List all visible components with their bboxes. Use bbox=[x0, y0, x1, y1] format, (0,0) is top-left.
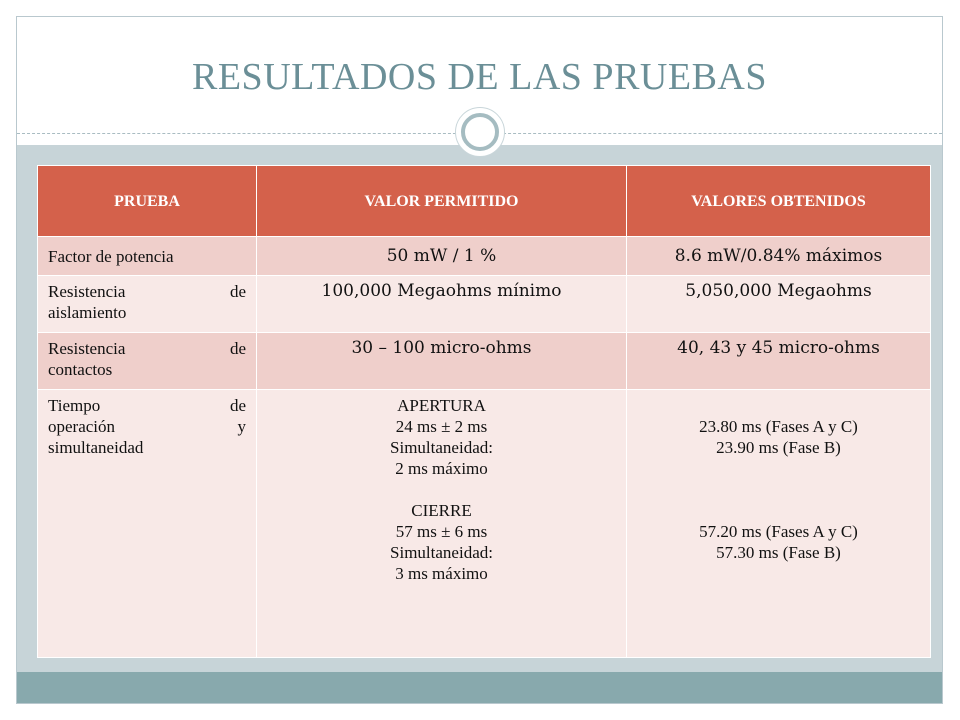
table-row bbox=[38, 237, 931, 276]
divider-ring-icon bbox=[461, 113, 499, 151]
cell-obtenidos bbox=[627, 333, 931, 390]
cell-line: 2 ms máximo bbox=[395, 459, 488, 478]
cell-line: aislamiento bbox=[48, 303, 127, 322]
table-row bbox=[38, 390, 931, 658]
table-header-row bbox=[38, 166, 931, 237]
cell-obtenidos bbox=[627, 390, 931, 658]
cell-obtenidos bbox=[627, 276, 931, 333]
cell-line: 50 mW / 1 % bbox=[386, 245, 497, 266]
cell-line: operación y bbox=[48, 417, 246, 436]
cell-line: 30 – 100 micro-ohms bbox=[351, 338, 532, 358]
cell-line: 57.30 ms (Fase B) bbox=[716, 543, 841, 562]
cell-line: 23.80 ms (Fases A y C) bbox=[699, 417, 858, 436]
cell-line: 100,000 Megaohms mínimo bbox=[321, 281, 562, 301]
cell-prueba bbox=[38, 237, 257, 276]
cell-line: CIERRE bbox=[411, 501, 472, 520]
header-prueba: PRUEBA bbox=[38, 166, 257, 237]
cell-permitido bbox=[257, 237, 627, 276]
cell-line: Factor de potencia bbox=[48, 246, 174, 266]
cell-spacer bbox=[635, 395, 922, 416]
cell-prueba bbox=[38, 333, 257, 390]
cell-line: Simultaneidad: bbox=[390, 438, 493, 457]
table-row bbox=[38, 333, 931, 390]
cell-obtenidos bbox=[627, 237, 931, 276]
slide-title: RESULTADOS DE LAS PRUEBAS bbox=[192, 56, 767, 98]
cell-line: APERTURA bbox=[397, 396, 486, 415]
cell-permitido bbox=[257, 390, 627, 658]
cell-line: 5,050,000 Megaohms bbox=[685, 281, 872, 301]
cell-line: 57 ms ± 6 ms bbox=[395, 522, 488, 541]
cell-spacer bbox=[265, 479, 618, 500]
cell-line: 24 ms ± 2 ms bbox=[395, 417, 488, 436]
cell-permitido bbox=[257, 276, 627, 333]
cell-spacer bbox=[635, 500, 922, 521]
header-valores-obtenidos: VALORES OBTENIDOS bbox=[627, 166, 931, 237]
cell-line: 8.6 mW/0.84% máximos bbox=[674, 245, 883, 266]
cell-line: contactos bbox=[48, 360, 113, 379]
cell-prueba bbox=[38, 390, 257, 658]
cell-prueba bbox=[38, 276, 257, 333]
cell-line: 57.20 ms (Fases A y C) bbox=[699, 522, 858, 541]
cell-line: Tiempo de bbox=[48, 396, 246, 415]
cell-line: Resistencia de bbox=[48, 339, 246, 358]
cell-spacer bbox=[635, 479, 922, 500]
cell-line: Simultaneidad: bbox=[390, 543, 493, 562]
cell-line: 3 ms máximo bbox=[395, 564, 488, 583]
header-valor-permitido: VALOR PERMITIDO bbox=[257, 166, 627, 237]
results-table bbox=[37, 165, 931, 658]
cell-line: 40, 43 y 45 micro-ohms bbox=[677, 338, 880, 358]
cell-spacer bbox=[635, 458, 922, 479]
cell-permitido bbox=[257, 333, 627, 390]
cell-line: Resistencia de bbox=[48, 282, 246, 301]
cell-line: simultaneidad bbox=[48, 438, 144, 457]
bottom-accent-band bbox=[17, 672, 942, 703]
cell-line: 23.90 ms (Fase B) bbox=[716, 438, 841, 457]
table-row bbox=[38, 276, 931, 333]
